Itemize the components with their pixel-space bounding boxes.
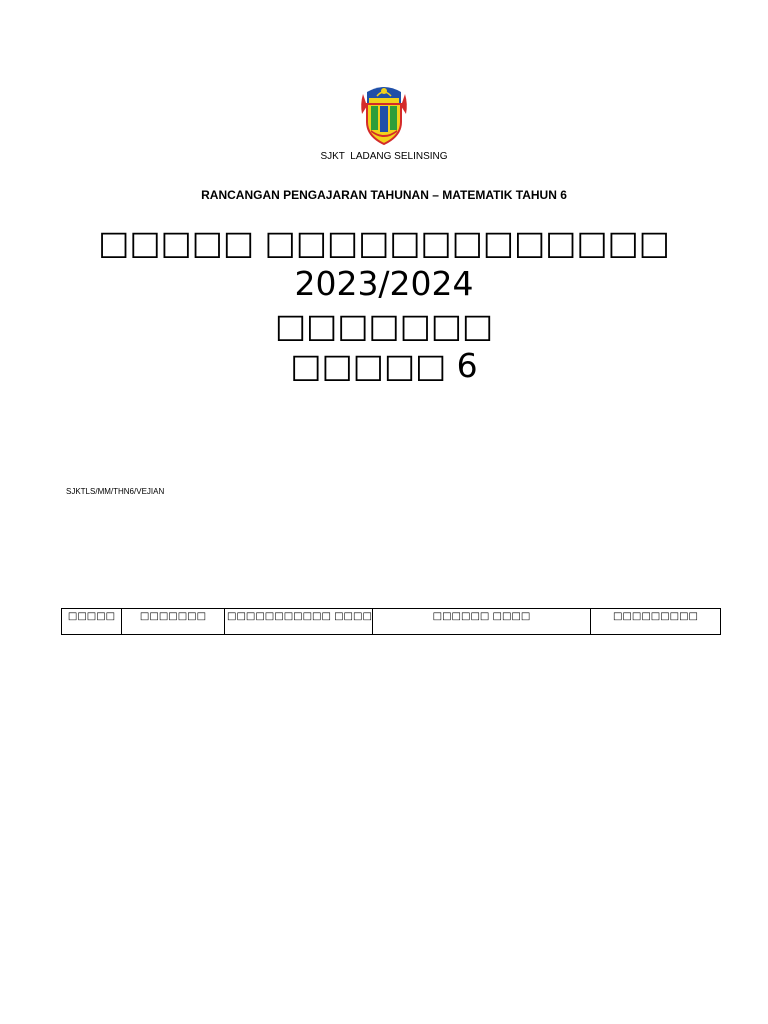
plan-title: RANCANGAN PENGAJARAN TAHUNAN – MATEMATIK TAHUN 6 (201, 188, 567, 202)
main-title-line-1: □□□□□ □□□□□□□□□□□□□ (98, 223, 670, 262)
main-title-line-2: 2023/2024 (294, 264, 474, 303)
table-header-cell: □□□□□ (62, 609, 122, 635)
table-header-cell: □□□□□□□□□ (591, 609, 721, 635)
main-title-line-3: □□□□□□□ (274, 306, 494, 345)
table-header-row (62, 609, 721, 635)
school-crest-icon (359, 84, 409, 146)
school-name: SJKT LADANG SELINSING (320, 151, 448, 162)
table-header-cell: □□□□□□□ (122, 609, 225, 635)
table-header-cell: □□□□□□ □□□□ (373, 609, 591, 635)
document-code: SJKTLS/MM/THN6/VEJIAN (66, 487, 165, 496)
table-header-cell: □□□□□□□□□□□ □□□□ (225, 609, 373, 635)
plan-header-table (61, 608, 721, 635)
main-title-line-4: □□□□□ 6 (290, 346, 478, 385)
